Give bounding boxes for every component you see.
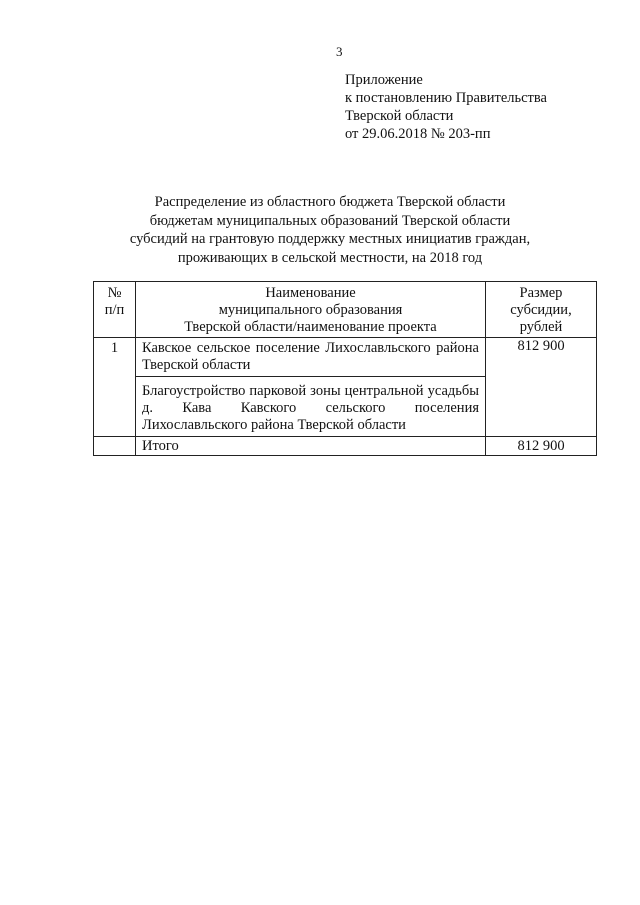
project-name: Благоустройство парковой зоны центральной усадьбы д. Кава Кавского сельского поселения Лихославльского района Тверской области (136, 377, 486, 437)
title-line: проживающих в сельской местности, на 2018 год (177, 249, 483, 266)
document-title (100, 193, 560, 267)
appendix-date-line: от 29.06.2018 № 203-пп (345, 126, 491, 142)
page-number: 3 (336, 44, 343, 59)
row-number: 1 (94, 338, 136, 437)
appendix-line: Тверской области (345, 108, 454, 124)
total-row (94, 437, 597, 456)
header-number-line: п/п (104, 302, 125, 318)
header-amount-line: рублей (519, 319, 563, 335)
title-line: субсидий на грантовую поддержку местных инициатив граждан, (129, 231, 531, 247)
header-amount (486, 282, 597, 338)
appendix-block (345, 71, 547, 143)
header-name (136, 282, 486, 338)
header-name-line: Наименование (265, 285, 356, 301)
total-number-cell (94, 437, 136, 456)
table-header-row (94, 282, 597, 338)
total-amount: 812 900 (486, 437, 597, 456)
title-line: Распределение из областного бюджета Тверской области (154, 194, 506, 210)
header-amount-line: Размер (519, 285, 563, 301)
header-number-line: № (107, 285, 122, 301)
total-label: Итого (136, 437, 486, 456)
header-amount-line: субсидии, (510, 302, 572, 318)
header-name-line: муниципального образования (218, 302, 403, 318)
table-row (94, 338, 597, 377)
header-name-line: Тверской области/наименование проекта (184, 319, 437, 335)
subsidy-table (93, 281, 597, 456)
title-line: бюджетам муниципальных образований Тверской области (149, 212, 511, 229)
header-number (94, 282, 136, 338)
appendix-line: к постановлению Правительства (345, 90, 547, 106)
appendix-line: Приложение (345, 72, 423, 88)
municipality-name: Кавское сельское поселение Лихославльского района Тверской области (136, 338, 486, 377)
subsidy-amount: 812 900 (486, 338, 597, 437)
